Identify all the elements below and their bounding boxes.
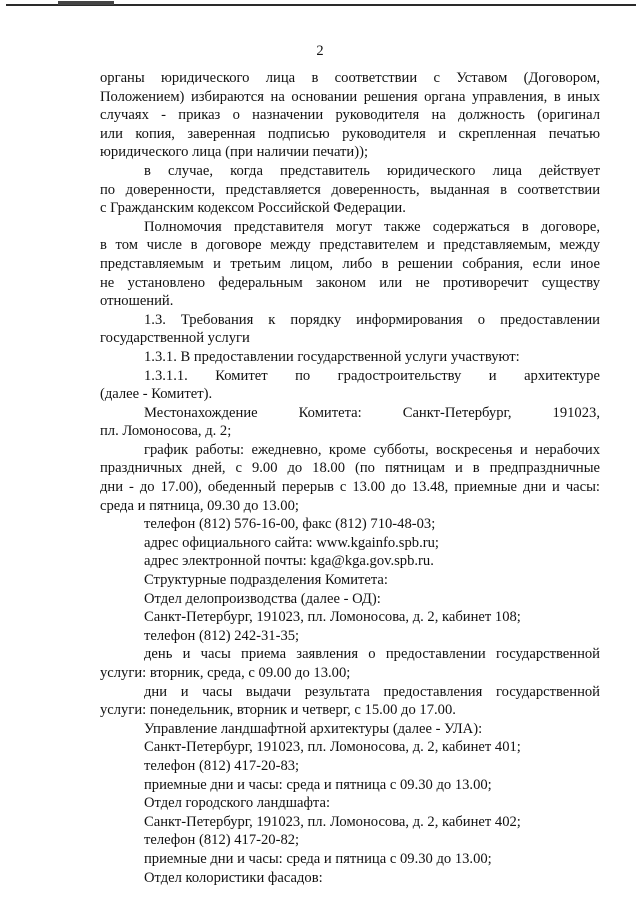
body-line: дни - до 17.00), обеденный перерыв с 13.00 до 13.48, приемные дни и часы:	[100, 479, 600, 496]
body-line: отношений.	[100, 293, 174, 310]
body-line: Санкт-Петербург, 191023, пл. Ломоносова, д. 2, кабинет 401;	[144, 739, 521, 756]
section-heading: 1.3. Требования к порядку информирования о предоставлении	[144, 311, 600, 328]
body-line: дни и часы выдачи результата предоставления государственной	[144, 683, 600, 700]
body-line: Санкт-Петербург, 191023, пл. Ломоносова, д. 2, кабинет 402;	[144, 813, 521, 830]
body-line: телефон (812) 417-20-83;	[144, 757, 300, 774]
body-line: телефон (812) 242-31-35;	[144, 627, 300, 644]
body-line: услуги: вторник, среда, с 09.00 до 13.00;	[100, 665, 351, 681]
word: 1.3.1.1.	[144, 367, 188, 384]
word: архитектуре	[524, 367, 600, 384]
word: Местонахождение	[144, 404, 258, 421]
body-line: (далее - Комитет).	[100, 386, 213, 403]
body-line: телефон (812) 576-16-00, факс (812) 710-48-03;	[144, 516, 436, 533]
body-line-spread	[100, 404, 600, 423]
body-line: Отдел колористики фасадов:	[144, 869, 323, 886]
word: Комитета:	[298, 404, 362, 421]
body-line: Отдел городского ландшафта:	[144, 795, 331, 812]
document-body	[100, 69, 600, 887]
body-line: с Гражданским кодексом Российской Федерации.	[100, 200, 406, 217]
body-line: Полномочия представителя могут также содержаться в договоре,	[144, 218, 600, 235]
word: 191023,	[552, 404, 600, 421]
body-line: по доверенности, представляется доверенность, выданная в соответствии	[100, 181, 600, 198]
word: Санкт-Петербург,	[402, 404, 512, 421]
body-line: Санкт-Петербург, 191023, пл. Ломоносова, д. 2, кабинет 108;	[144, 609, 521, 626]
body-line: приемные дни и часы: среда и пятница с 09.30 до 13.00;	[144, 776, 492, 793]
body-line: праздничных дней, с 9.00 до 18.00 (по пятницам и в предпраздничные	[100, 460, 600, 477]
body-line: случаях - приказ о назначении руководителя на должность (оригинал	[100, 107, 600, 124]
body-line: 1.3.1. В предоставлении государственной услуги участвуют:	[144, 348, 520, 365]
body-line: Отдел делопроизводства (далее - ОД):	[144, 590, 381, 607]
body-line: не установлено федеральным законом или не противоречит существу	[100, 274, 600, 291]
body-line: услуги: понедельник, вторник и четверг, с 15.00 до 17.00.	[100, 702, 456, 719]
body-line: или копия, заверенная подписью руководителя и скрепленная печатью	[100, 125, 600, 142]
body-line: в том числе в договоре между представителем и представляемым, между	[100, 237, 600, 254]
word: Комитет	[215, 367, 268, 384]
body-line: юридического лица (при наличии печати));	[100, 144, 369, 161]
body-line: в случае, когда представитель юридического лица действует	[144, 162, 600, 179]
page-number: 2	[316, 43, 324, 59]
top-scan-mark	[58, 1, 114, 5]
body-line: график работы: ежедневно, кроме субботы, воскресенья и нерабочих	[144, 441, 600, 458]
word: градостроительству	[337, 367, 462, 384]
word: по	[295, 367, 311, 384]
section-heading: государственной услуги	[100, 330, 250, 347]
body-line: телефон (812) 417-20-82;	[144, 832, 300, 849]
body-line: пл. Ломоносова, д. 2;	[100, 423, 232, 440]
body-line: Структурные подразделения Комитета:	[144, 572, 388, 589]
body-line: адрес официального сайта: www.kgainfo.spb.ru;	[144, 534, 439, 551]
body-line: Управление ландшафтной архитектуры (далее - УЛА):	[144, 720, 483, 737]
body-line: Положением) избираются на основании решения органа управления, в иных	[100, 88, 600, 105]
body-line: приемные дни и часы: среда и пятница с 09.30 до 13.00;	[144, 850, 492, 867]
body-line: представляемым и третьим лицом, либо в решении собрания, если иное	[100, 255, 600, 272]
body-line: среда и пятница, 09.30 до 13.00;	[100, 497, 299, 514]
body-line-spread	[100, 367, 600, 386]
body-line: органы юридического лица в соответствии с Уставом (Договором,	[100, 70, 600, 86]
word: и	[488, 367, 497, 384]
body-line: адрес электронной почты: kga@kga.gov.spb.ru.	[144, 553, 434, 570]
body-line: день и часы приема заявления о предоставлении государственной	[144, 646, 600, 663]
